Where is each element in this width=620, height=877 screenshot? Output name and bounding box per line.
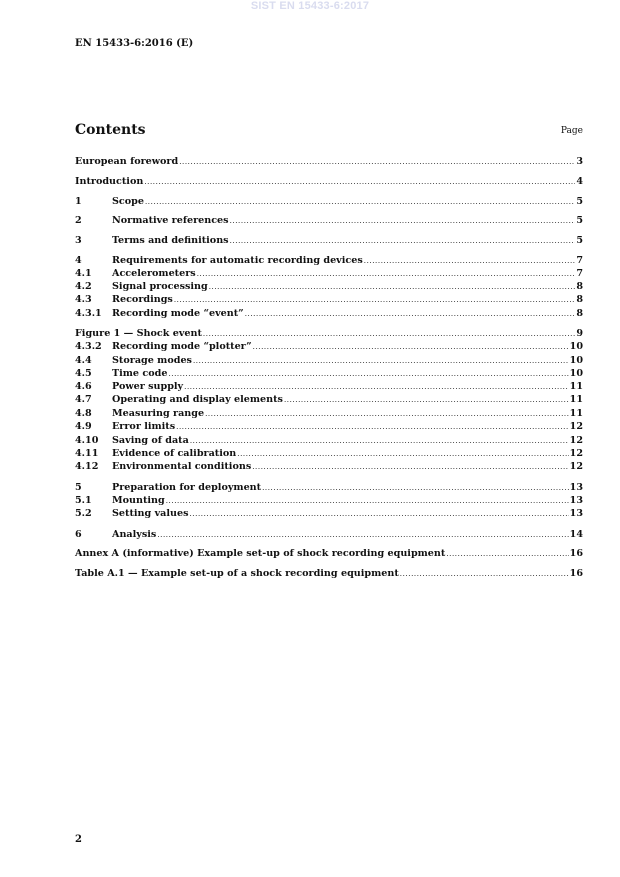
toc-entry-number: 4.2 (75, 281, 92, 292)
toc-entry-number: 5.2 (75, 508, 92, 519)
dot-leader (174, 294, 576, 307)
toc-entry-page: 3 (576, 156, 583, 167)
toc-entry-page: 5 (576, 235, 583, 246)
toc-entry-4[interactable] (75, 254, 583, 267)
toc-entry-number: 5 (75, 482, 82, 493)
toc-entry-title: Setting values (112, 508, 189, 519)
toc-entry-page: 11 (569, 394, 583, 405)
toc-entry-number: 4.10 (75, 435, 99, 446)
page-column-label: Page (560, 126, 583, 136)
toc-entry-title: Saving of data (112, 435, 189, 446)
toc-entry-european-foreword[interactable] (75, 155, 583, 168)
toc-entry-number: 4.1 (75, 268, 92, 279)
dot-leader (284, 394, 569, 407)
dot-leader (189, 508, 568, 521)
toc-entry-figure-1[interactable] (75, 327, 583, 340)
toc-entry-page: 12 (569, 421, 583, 432)
toc-entry-4-4[interactable] (75, 354, 583, 367)
toc-entry-4-12[interactable] (75, 460, 583, 473)
toc-entry-number: 4.3.1 (75, 308, 102, 319)
toc-entry-title: Recording mode “plotter” (112, 341, 252, 352)
toc-entry-number: 4.5 (75, 368, 92, 379)
toc-entry-page: 10 (569, 341, 583, 352)
toc-entry-number: 1 (75, 196, 82, 207)
toc-entry-page: 11 (569, 381, 583, 392)
toc-entry-title: Power supply (112, 381, 184, 392)
toc-entry-title: Storage modes (112, 355, 192, 366)
toc-entry-6[interactable] (75, 528, 583, 541)
toc-entry-title: Requirements for automatic recording devices (112, 255, 363, 266)
toc-entry-page: 8 (576, 281, 583, 292)
toc-entry-number: 4.3.2 (75, 341, 102, 352)
toc-entry-page: 7 (576, 268, 583, 279)
toc-entry-4-11[interactable] (75, 447, 583, 460)
toc-entry-title: Annex A (informative) Example set-up of shock recording equipment (75, 548, 446, 559)
toc-entry-number: 4 (75, 255, 82, 266)
toc-entry-page: 4 (576, 176, 583, 187)
dot-leader (253, 341, 569, 354)
toc-entry-title: Time code (112, 368, 168, 379)
toc-entry-table-a-1[interactable] (75, 567, 583, 580)
toc-entry-number: 4.12 (75, 461, 99, 472)
toc-entry-page: 9 (576, 328, 583, 339)
toc-entry-title: Mounting (112, 495, 165, 506)
toc-entry-4-9[interactable] (75, 420, 583, 433)
toc-entry-page: 7 (576, 255, 583, 266)
toc-entry-4-3-1[interactable] (75, 307, 583, 320)
toc-entry-title: Recording mode “event” (112, 308, 244, 319)
toc-entry-title: Terms and definitions (112, 235, 229, 246)
toc-entry-page: 13 (569, 495, 583, 506)
dot-leader (252, 461, 568, 474)
toc-entry-number: 4.9 (75, 421, 92, 432)
toc-entry-1[interactable] (75, 195, 583, 208)
toc-entry-page: 10 (569, 368, 583, 379)
toc-entry-page: 12 (569, 448, 583, 459)
toc-entry-number: 6 (75, 529, 82, 540)
toc-entry-2[interactable] (75, 214, 583, 227)
contents-heading: Contents (75, 122, 146, 138)
toc-entry-page: 8 (576, 294, 583, 305)
toc-entry-4-10[interactable] (75, 434, 583, 447)
toc-entry-title: Signal processing (112, 281, 208, 292)
toc-entry-annex-a[interactable] (75, 547, 583, 560)
dot-leader (400, 568, 569, 581)
toc-entry-number: 4.3 (75, 294, 92, 305)
page-number: 2 (75, 834, 82, 845)
toc-entry-number: 4.8 (75, 408, 92, 419)
toc-entry-page: 14 (569, 529, 583, 540)
document-id: EN 15433-6:2016 (E) (75, 38, 194, 49)
toc-entry-number: 5.1 (75, 495, 92, 506)
toc-entry-page: 10 (569, 355, 583, 366)
dot-leader (230, 235, 576, 248)
toc-entry-title: Evidence of calibration (112, 448, 237, 459)
toc-entry-introduction[interactable] (75, 175, 583, 188)
toc-entry-title: Figure 1 — Shock event (75, 328, 202, 339)
toc-entry-4-2[interactable] (75, 280, 583, 293)
toc-entry-number: 4.6 (75, 381, 92, 392)
toc-entry-title: Operating and display elements (112, 394, 283, 405)
toc-entry-5-1[interactable] (75, 494, 583, 507)
toc-entry-page: 8 (576, 308, 583, 319)
toc-entry-title: Scope (112, 196, 144, 207)
toc-entry-page: 12 (569, 435, 583, 446)
toc-entry-5[interactable] (75, 481, 583, 494)
toc-entry-page: 13 (569, 482, 583, 493)
dot-leader (176, 421, 569, 434)
toc-entry-4-8[interactable] (75, 407, 583, 420)
toc-entry-page: 5 (576, 196, 583, 207)
toc-entry-number: 2 (75, 215, 82, 226)
toc-entry-title: Analysis (112, 529, 157, 540)
toc-entry-4-3[interactable] (75, 293, 583, 306)
toc-entry-number: 4.7 (75, 394, 92, 405)
dot-leader (446, 548, 568, 561)
toc-entry-title: Normative references (112, 215, 229, 226)
toc-entry-4-5[interactable] (75, 367, 583, 380)
watermark: SIST EN 15433-6:2017 (250, 0, 370, 12)
toc-entry-title: Introduction (75, 176, 144, 187)
toc-entry-4-7[interactable] (75, 393, 583, 406)
toc-entry-page: 11 (569, 408, 583, 419)
toc-entry-title: Table A.1 — Example set-up of a shock recording equipment (75, 568, 399, 579)
toc-entry-4-1[interactable] (75, 267, 583, 280)
toc-entry-title: Recordings (112, 294, 173, 305)
toc-entry-number: 3 (75, 235, 82, 246)
toc-entry-page: 5 (576, 215, 583, 226)
dot-leader (245, 308, 576, 321)
toc-entry-title: Preparation for deployment (112, 482, 262, 493)
dot-leader (230, 215, 576, 228)
toc-entry-4-6[interactable] (75, 380, 583, 393)
toc-entry-title: Accelerometers (112, 268, 196, 279)
toc-entry-number: 4.4 (75, 355, 92, 366)
dot-leader (144, 176, 575, 189)
dot-leader (145, 196, 575, 209)
toc-entry-title: Measuring range (112, 408, 205, 419)
toc-entry-4-3-2[interactable] (75, 340, 583, 353)
toc-entry-page: 13 (569, 508, 583, 519)
toc-entry-title: Error limits (112, 421, 176, 432)
toc-entry-number: 4.11 (75, 448, 99, 459)
toc-entry-3[interactable] (75, 234, 583, 247)
toc-entry-page: 16 (569, 548, 583, 559)
toc-entry-page: 16 (569, 568, 583, 579)
dot-leader (179, 156, 575, 169)
toc-entry-title: Environmental conditions (112, 461, 252, 472)
dot-leader (157, 529, 568, 542)
toc-entry-title: European foreword (75, 156, 179, 167)
toc-entry-page: 12 (569, 461, 583, 472)
toc-entry-5-2[interactable] (75, 507, 583, 520)
